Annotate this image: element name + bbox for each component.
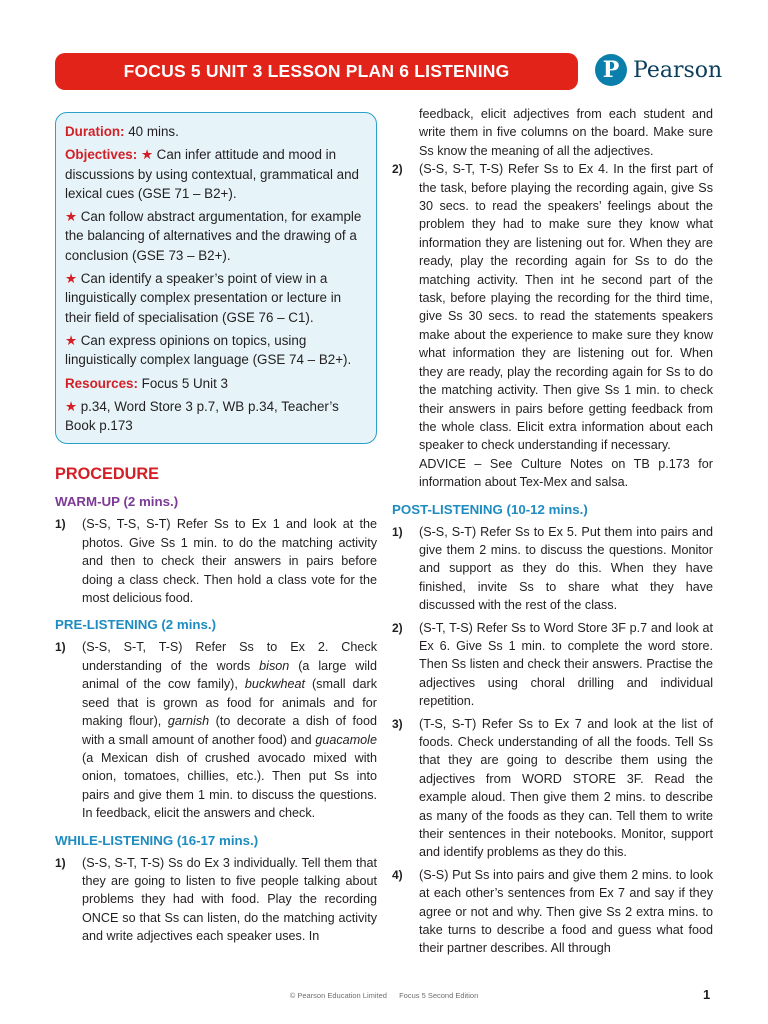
objective-3: ★ Can identify a speaker’s point of view in a linguistically complex presentation or lecture in their field of specialisation (GSE 76 – C1). [65, 271, 342, 325]
list-item: 2) (S-T, T-S) Refer Ss to Word Store 3F p.7 and look at Ex 6. Give Ss 1 min. to complete the word store. Then Ss listen and check their answers. Practise the adjectives using choral drilling and individual repetition. [392, 620, 713, 709]
resources-line: Resources: Focus 5 Unit 3 [65, 375, 228, 391]
prelistening-heading: PRE-LISTENING (2 mins.) [55, 617, 217, 633]
star-icon: ★ [65, 332, 78, 348]
star-icon: ★ [65, 398, 78, 414]
objective-4: ★ Can express opinions on topics, using linguistically complex language (GSE 74 – B2+). [65, 332, 352, 368]
pearson-logo [595, 52, 722, 88]
resources-detail: ★ p.34, Word Store 3 p.7, WB p.34, Teacher’s Book p.173 [65, 398, 339, 434]
objective-1: Objectives: ★ Can infer attitude and mood in discussions by using contextual, grammatical and lexical cues (GSE 71 – B2+). [65, 147, 359, 201]
edition-text: Focus 5 Second Edition [399, 991, 479, 1000]
list-item: 4) (S-S) Put Ss into pairs and give them 2 mins. to look at each other’s sentences from Ex 7 and say if they agree or not and why. Then give Ss 2 extra mins. to take turns to describe a food and guess what food their partner describes. All through [392, 867, 713, 956]
pearson-logo-icon: P [595, 54, 627, 86]
postlistening-heading: POST-LISTENING (10-12 mins.) [392, 501, 588, 517]
star-icon: ★ [65, 209, 78, 225]
list-item: 1) (S-S, S-T, T-S) Ss do Ex 3 individually. Tell them that they are going to listen to five people talking about problems they had with food. Play the recording ONCE so that Ss can listen, do the matching activity and write adjectives each speaker uses. In [55, 855, 377, 944]
star-icon: ★ [140, 147, 153, 163]
list-item: 1) (S-S, S-T) Refer Ss to Ex 5. Put them into pairs and give them 2 mins. to discuss the questions. Monitor and support as they do this. When they have finished, invite Ss to share what they have discussed with the rest of the class. [392, 524, 713, 613]
objective-2: ★ Can follow abstract argumentation, for example the balancing of alternatives and the drawing of a conclusion (GSE 73 – B2+). [65, 209, 362, 263]
page-number: 1 [703, 987, 711, 1002]
list-item: 1) (S-S, S-T, T-S) Refer Ss to Ex 2. Check understanding of the words bison (a large wild animal of the cow family), buckwheat (small dark seed that is grown as food for animals and for making flour), garnish (to decorate a dish of food with a small amount of another food) and guacamole (a Mexican dish of crushed avocado mixed with onion, tomatoes, chillies, etc.). Then put Ss into pairs and give them 1 min. to discuss the questions. In feedback, elicit the answers and check. [55, 640, 377, 821]
lesson-info-box [55, 112, 377, 444]
lesson-title-banner [55, 53, 578, 90]
duration-line: Duration: 40 mins. [65, 124, 179, 139]
whilelistening-heading: WHILE-LISTENING (16-17 mins.) [55, 832, 259, 848]
continued-text: feedback, elicit adjectives from each student and write them in five columns on the board. Make sure Ss know the meaning of all the adjectives. [419, 107, 713, 158]
warmup-heading: WARM-UP (2 mins.) [55, 494, 179, 510]
list-item: 1) (S-S, T-S, S-T) Refer Ss to Ex 1 and look at the photos. Give Ss 1 min. to do the matching activity and then to check their answers in pairs before doing a class check. Then hold a class vote for the most delicious food. [55, 517, 377, 606]
left-column [55, 112, 377, 950]
advice-note: ADVICE – See Culture Notes on TB p.173 for information about Tex-Mex and salsa. [419, 456, 713, 490]
copyright-text: © Pearson Education Limited [289, 991, 387, 1000]
procedure-heading: PROCEDURE [55, 465, 160, 484]
list-item: 3) (T-S, S-T) Refer Ss to Ex 7 and look at the list of foods. Check understanding of all the foods. Tell Ss that they are going to describe them using the adjectives from WORD STORE 3F. Read the example aloud. Then give them 2 mins. to describe as many of the foods as they can. Tell them to write their sentences in their notebooks. Monitor, support and identify problems as they do this. [392, 716, 713, 860]
pearson-logo-text: Pearson [633, 57, 723, 83]
list-item: 2) (S-S, S-T, T-S) Refer Ss to Ex 4. In the first part of the task, before playing the recording again, give Ss 30 secs. to read the speakers’ feelings about the problem they had to make sure they know what information they are listening out for. When they are ready, play the recording again for Ss to do the matching activity. Then int he second part of the task, before playing the recording for the third time, give Ss 30 secs. to read the statements speakers make about the experience to make sure they know what information they are listening out for. When they are ready, play the recording again for Ss to do the matching activity. Then give Ss 1 min. to check their answers in pairs before getting feedback from the whole class. Elicit extra information about each speaker to check understanding if necessary. [392, 162, 713, 453]
lesson-title: FOCUS 5 UNIT 3 LESSON PLAN 6 LISTENING [123, 61, 510, 81]
page-footer [0, 991, 768, 1000]
right-column [392, 105, 713, 962]
star-icon: ★ [65, 271, 78, 287]
